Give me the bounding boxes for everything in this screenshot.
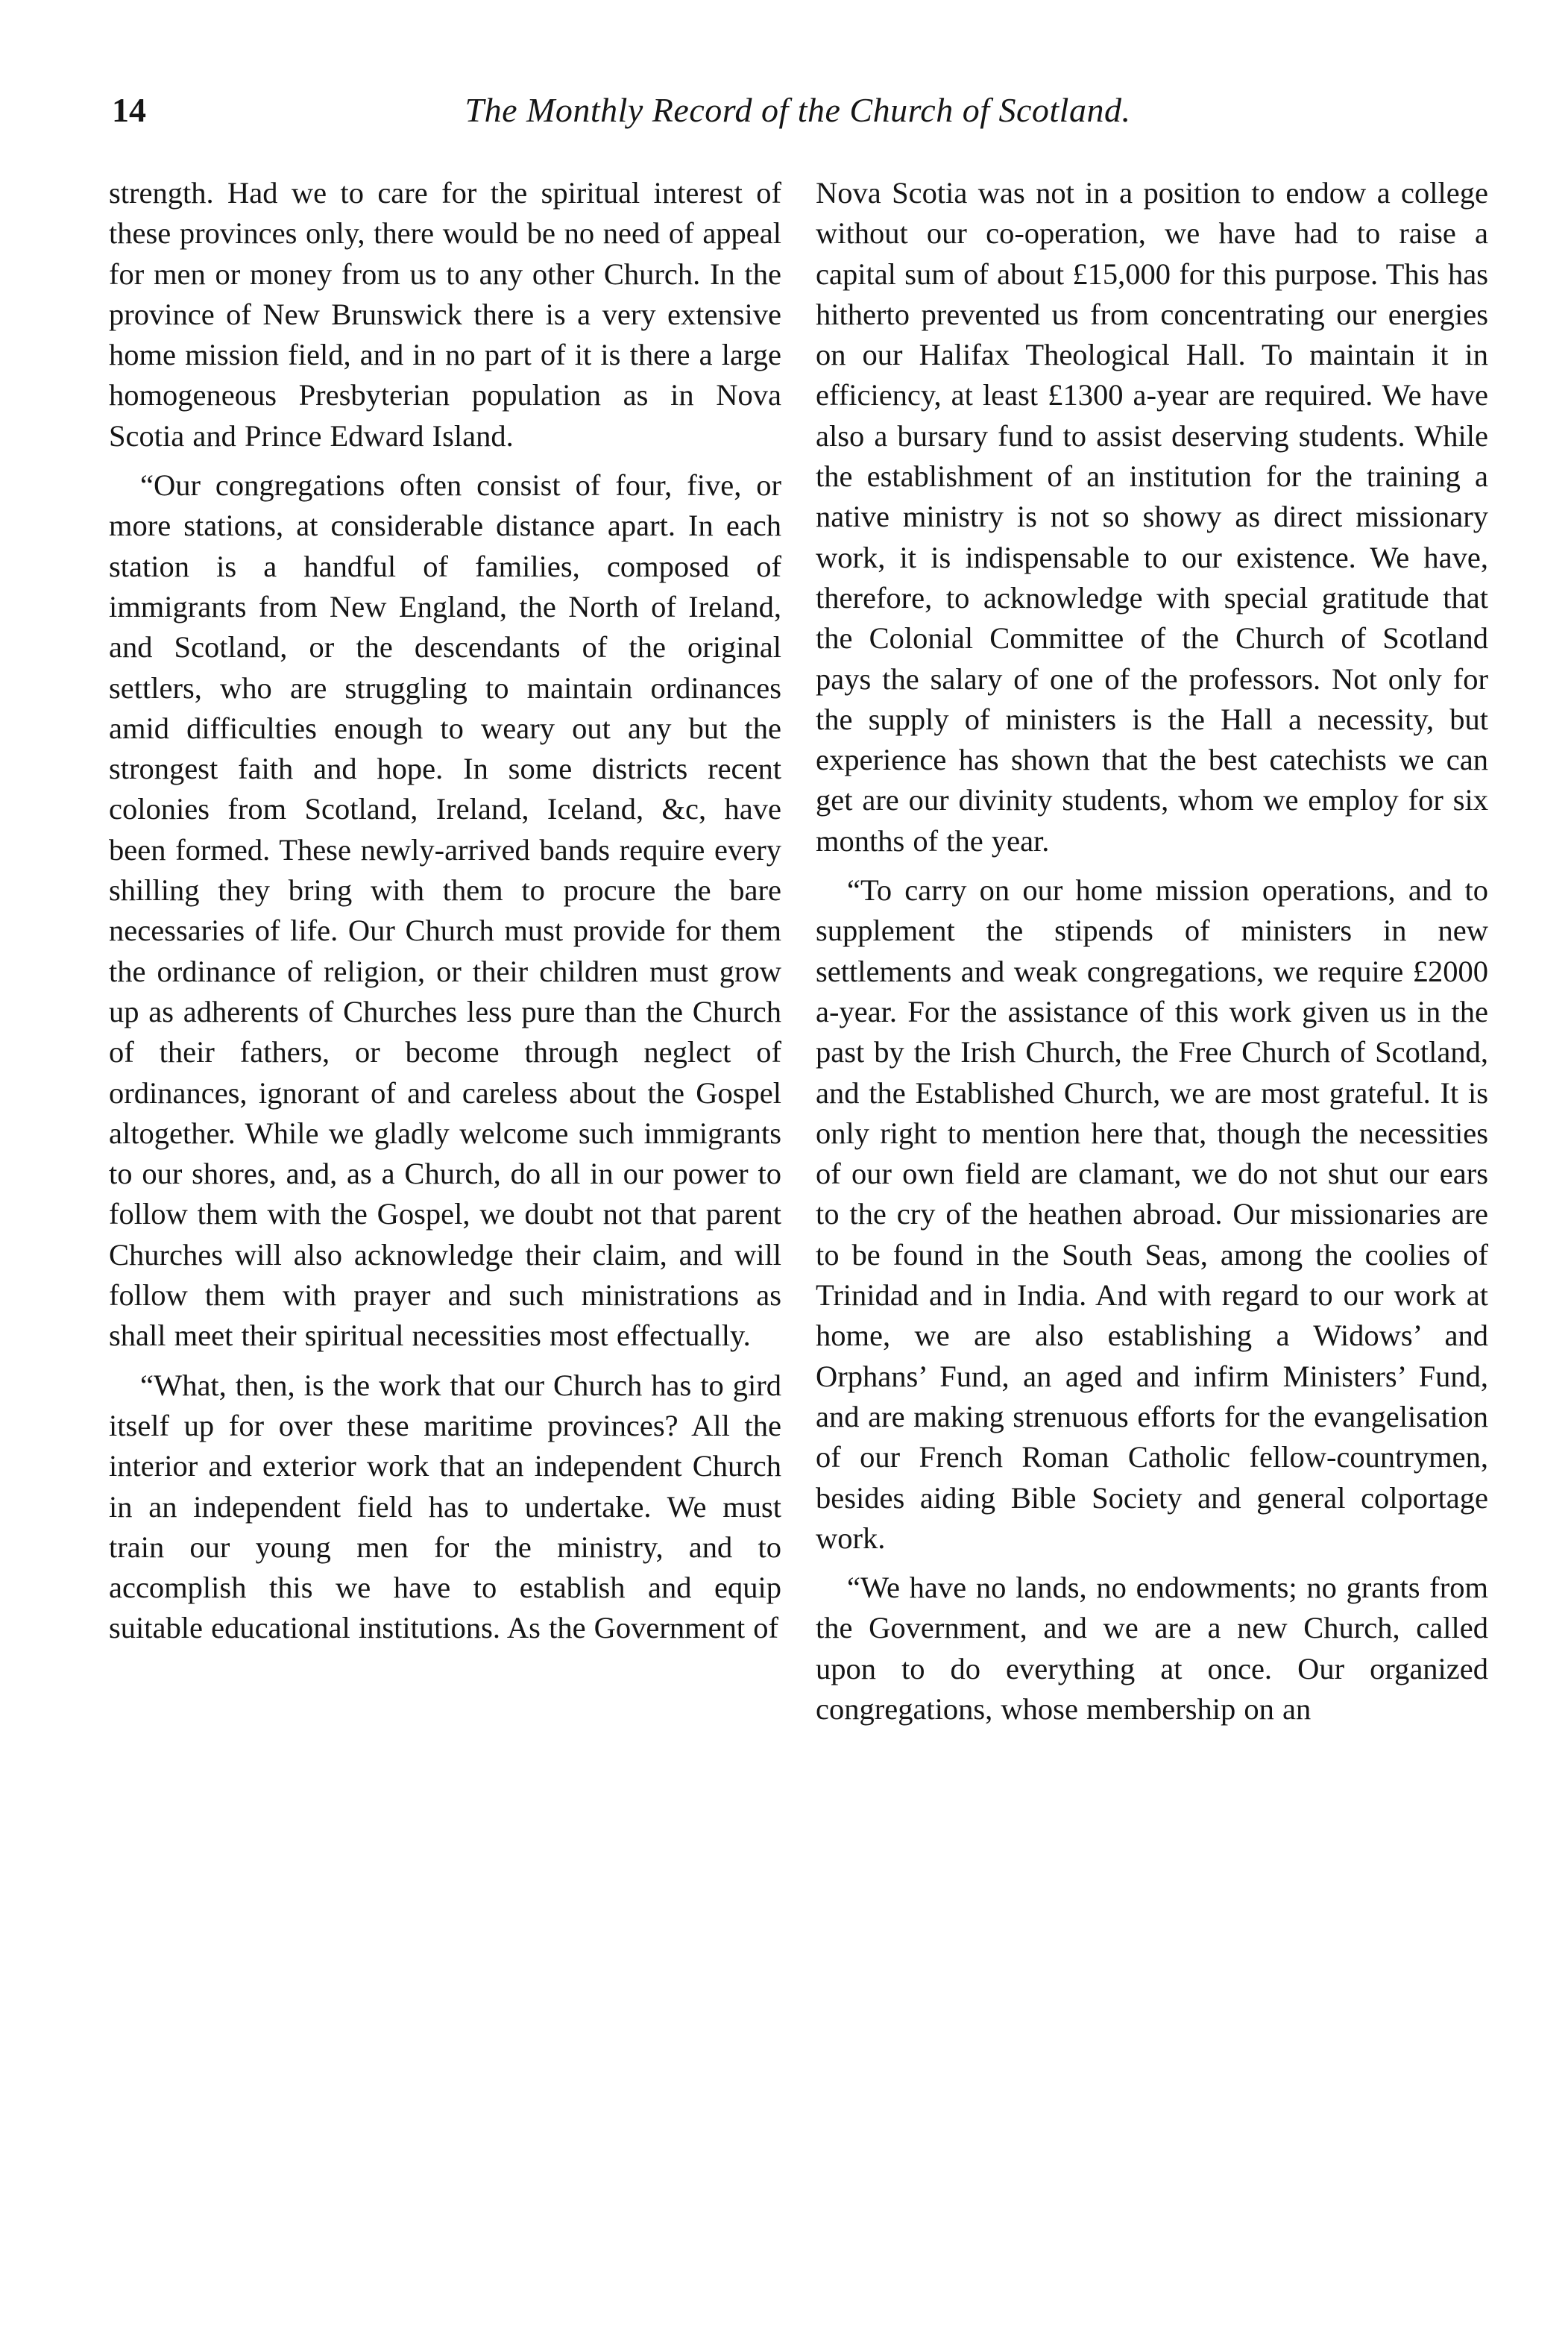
paragraph: “Our congregations often consist of four, five, or more stations, at considerable distance apart. In each station is a handful of families, composed of immigrants from New England, the North of Ireland, and Scotland, or the descendants of the original settlers, who are struggling to maintain ordinances amid difficulties enough to weary out any but the strongest faith and hope. In some districts recent colonies from Scotland, Ireland, Iceland, &c, have been formed. These newly-arrived bands require every shilling they bring with them to procure the bare necessaries of life. Our Church must provide for them the ordinance of religion, or their children must grow up as adherents of Churches less pure than the Church of their fathers, or become through neglect of ordinances, ignorant of and careless about the Gospel altogether. While we gladly welcome such immigrants to our shores, and, as a Church, do all in our power to follow them with the Gospel, we doubt not that parent Churches will also acknowledge their claim, and will follow them with prayer and such ministrations as shall meet their spiritual necessities most effectually.	[109, 468, 781, 1353]
page-number: 14	[112, 91, 146, 129]
text-columns	[109, 173, 1488, 1729]
paragraph: Nova Scotia was not in a position to endow a college without our co-operation, we have had to raise a capital sum of about £15,000 for this purpose. This has hitherto prevented us from concentrating our energies on our Halifax Theological Hall. To maintain it in efficiency, at least £1300 a-year are required. We have also a bursary fund to assist deserving students. While the establishment of an institution for the training a native ministry is not so showy as direct missionary work, it is indispensable to our existence. We have, therefore, to acknowledge with special gratitude that the Colonial Committee of the Church of Scotland pays the salary of one of the professors. Not only for the supply of ministers is the Hall a necessity, but experience has shown that the best catechists we can get are our divinity students, whom we employ for six months of the year.	[816, 176, 1488, 858]
paragraph: “To carry on our home mission operations, and to supplement the stipends of ministers in new settlements and weak congregations, we require £2000 a-year. For the assistance of this work given us in the past by the Irish Church, the Free Church of Scotland, and the Established Church, we are most grateful. It is only right to mention here that, though the necessities of our own field are clamant, we do not shut our ears to the cry of the heathen abroad. Our missionaries are to be found in the South Seas, among the coolies of Trinidad and in India. And with regard to our work at home, we are also establishing a Widows’ and Orphans’ Fund, an aged and infirm Ministers’ Fund, and are making strenuous efforts for the evangelisation of our French Roman Catholic fellow-countrymen, besides aiding Bible Society and general colportage work.	[816, 873, 1488, 1555]
paragraph: “We have no lands, no endowments; no grants from the Government, and we are a new Church, called upon to do everything at once. Our organized congregations, whose membership on an	[816, 1571, 1488, 1726]
left-column	[109, 173, 781, 1729]
paragraph: “What, then, is the work that our Church has to gird itself up for over these maritime provinces? All the interior and exterior work that an independent Church in an independent field has to undertake. We must train our young men for the ministry, and to accomplish this we have to establish and equip suitable educational institutions. As the Government of	[109, 1368, 781, 1645]
journal-title: The Monthly Record of the Church of Scotland.	[465, 91, 1131, 129]
running-header	[112, 88, 1484, 140]
right-column	[816, 173, 1488, 1729]
paragraph: strength. Had we to care for the spiritual interest of these provinces only, there would be no need of appeal for men or money from us to any other Church. In the province of New Brunswick there is a very extensive home mission field, and in no part of it is there a large homogeneous Presbyterian population as in Nova Scotia and Prince Edward Island.	[109, 176, 781, 453]
